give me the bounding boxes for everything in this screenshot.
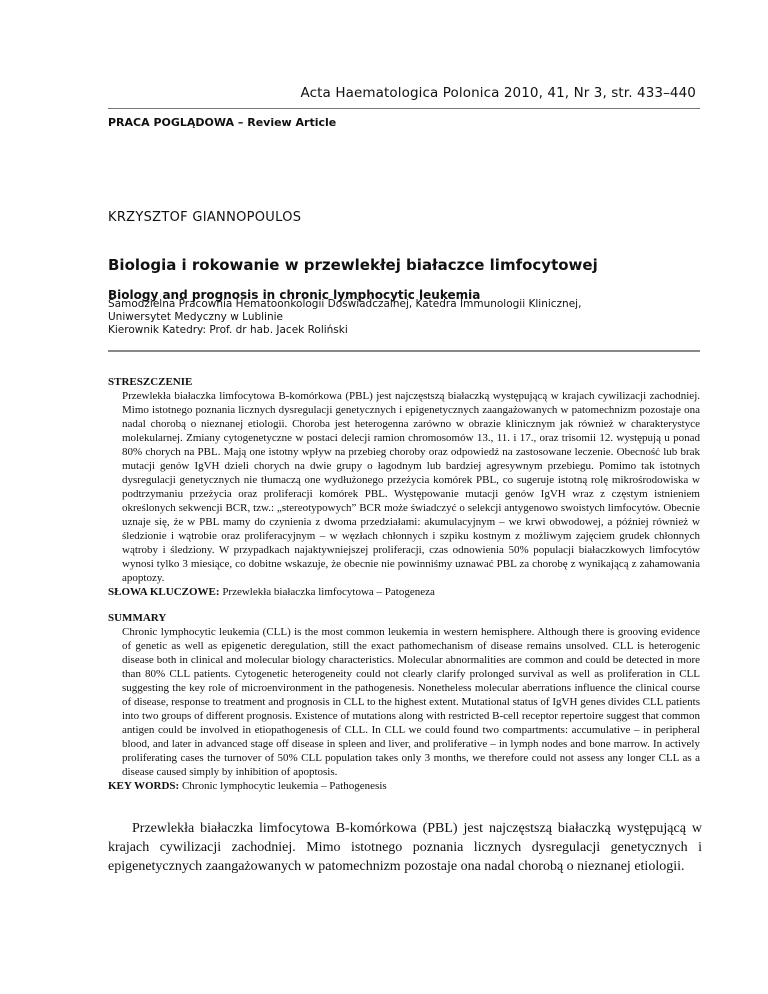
abstract-heading: SUMMARY xyxy=(108,612,167,624)
keywords-line xyxy=(108,779,700,793)
keywords-value: Chronic lymphocytic leukemia – Pathogenesis xyxy=(181,780,387,792)
abstract-heading: STRESZCZENIE xyxy=(108,376,193,388)
author-name: KRZYSZTOF GIANNOPOULOS xyxy=(108,210,302,225)
section-rule xyxy=(108,350,700,352)
title-english: Biology and prognosis in chronic lymphocytic leukemia xyxy=(108,288,481,302)
keywords-value: Przewlekła białaczka limfocytowa – Patogeneza xyxy=(222,586,435,598)
article-type: PRACA POGLĄDOWA – Review Article xyxy=(108,116,337,129)
affiliation-line: Kierownik Katedry: Prof. dr hab. Jacek Roliński xyxy=(108,324,348,336)
abstract-text: Chronic lymphocytic leukemia (CLL) is the most common leukemia in western hemisphere. Although there is grooving evidence of genetic as well as epigenetic deregulation, still the exact pathomechanism of disease remains unsolved. CLL is heterogenic disease both in clinical and molecular biology characteristics. Molecular abnormalities are common and could be detected in more than 80% CLL patients. Cytogenetic heterogeneity could not clearly clarify prolonged survival as well as proliferation in CLL suggesting the key role of microenvironment in the pathogenesis. Nonetheless molecular aberrations influence the clinical course of disease, response to treatment and prognosis in CLL to the highest extent. Mutational status of IgVH genes divides CLL patients into two groups of different prognosis. Existence of mutations along with restricted B-cell receptor repertoire suggest that common antigen could be involved in etiopathogenesis of CLL. In CLL we could found two compartments: accumulative – in peripheral blood, and later in advanced stage off disease in spleen and liver, and proliferative – in lymph nodes and bone marrow. In actively proliferating cases the turnover of 50% CLL population takes only 3 months, we therefore could not assess any longer CLL as a disease caused simply by inhibition of apoptosis. xyxy=(122,626,700,778)
affiliation-line: Uniwersytet Medyczny w Lublinie xyxy=(108,311,284,323)
abstract-text: Przewlekła białaczka limfocytowa B-komórkowa (PBL) jest najczęstszą białaczką występującą w krajach cywilizacji zachodniej. Mimo istotnego poznania licznych dysregulacji genetycznych i epigenetycznych zaangażowanych w patomechnizm pozostaje ona nadal chorobą o nieznanej etiologii. Choroba jest heterogenna zarówno w obrazie klinicznym jak również w charakterystyce molekularnej. Zmiany cytogenetyczne w postaci delecji ramion chromosomów 13., 11. i 17., oraz trisomii 12. występują u ponad 80% chorych na PBL. Mają one istotny wpływ na przebieg choroby oraz odpowiedź na zastosowane leczenie. Obecność lub brak mutacji genów IgVH dzieli chorych na dwie grupy o łagodnym lub bardziej agresywnym przebiegu. Pomimo tak istotnych dysregulacji genetycznych nie tłumaczą one wydłużonego przeżycia komórek PBL, co sugeruje istotną rolę mikrośrodowiska w podtrzymaniu przeżycia oraz proliferacji komórek PBL. Występowanie mutacji genów IgVH wraz z częstym istnieniem określonych sekwencji BCR, tzw.: „stereotypowych” BCR może świadczyć o selekcji antygenowo swoistych limfocytów. Obecnie uznaje się, że w PBL mamy do czynienia z dwoma przedziałami: akumulacyjnym – we krwi obwodowej, a później również w śledzionie i wątrobie oraz proliferacyjnym – w węzłach chłonnych i szpiku kostnym z możliwym zajęciem grudek chłonnych wątroby i śledziony. W przypadkach najaktywniejszej proliferacji, czas odnowienia 50% populacji białaczkowych limfocytów wynosi tylko 3 miesiące, co dobitne wskazuje, że obecnie nie powinniśmy uznawać PBL za chorobę z wynikającą z zahamowania apoptozy. xyxy=(122,390,700,584)
body-paragraph: Przewlekła białaczka limfocytowa B-komórkowa (PBL) jest najczęstszą białaczką występującą w krajach cywilizacji zachodniej. Mimo istotnego poznania licznych dysregulacji genetycznych i epigenetycznych zaangażowanych w patomechnizm pozostaje ona nadal chorobą o nieznanej etiologii. xyxy=(108,821,702,874)
abstract-polish xyxy=(108,375,700,599)
keywords-label: KEY WORDS: xyxy=(108,780,180,792)
keywords-label: SŁOWA KLUCZOWE: xyxy=(108,586,220,598)
abstract-english xyxy=(108,611,700,793)
affiliation-line: Samodzielna Pracownia Hematoonkologii Doświadczalnej, Katedra Immunologii Klinicznej, xyxy=(108,298,582,310)
title-polish: Biologia i rokowanie w przewlekłej białaczce limfocytowej xyxy=(108,256,598,274)
affiliation xyxy=(108,298,581,337)
header-rule xyxy=(108,108,700,109)
journal-citation: Acta Haematologica Polonica 2010, 41, Nr 3, str. 433–440 xyxy=(300,85,696,101)
keywords-line xyxy=(108,585,700,599)
